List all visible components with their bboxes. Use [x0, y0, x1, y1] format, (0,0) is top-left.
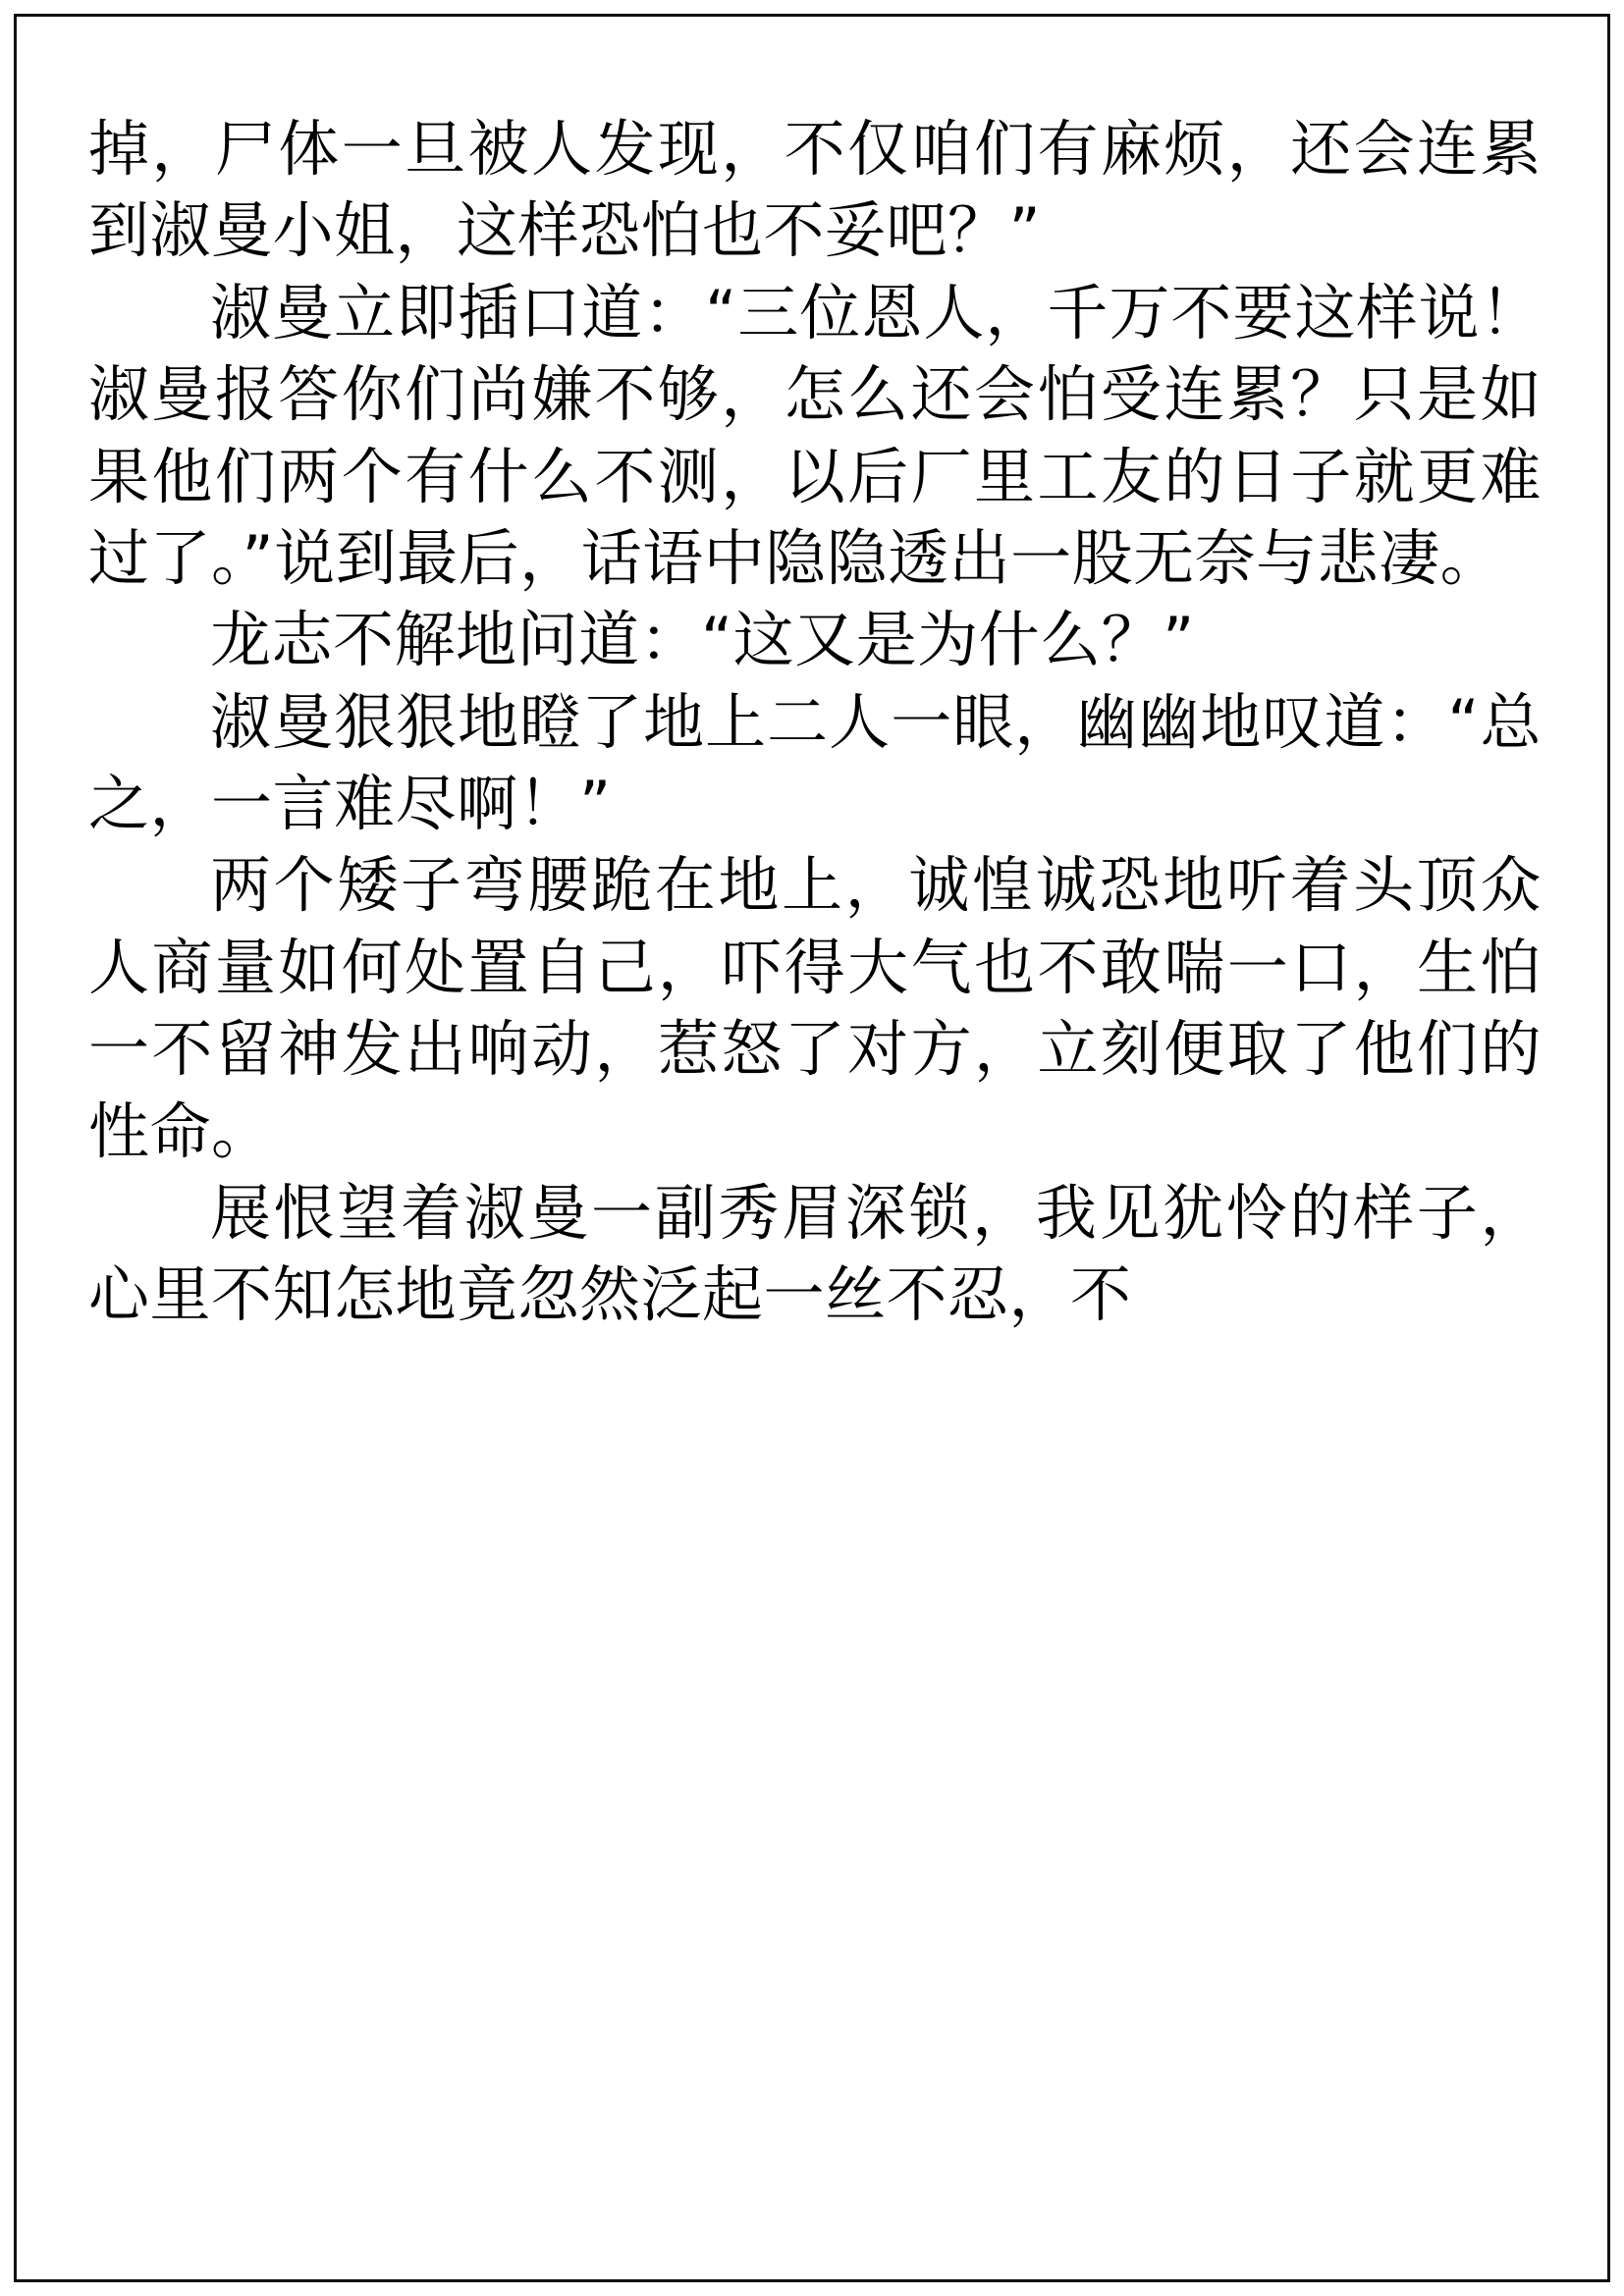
page-text-content [88, 108, 1542, 1336]
paragraph-2: 淑曼立即插口道：“三位恩人，千万不要这样说！淑曼报答你们尚嫌不够，怎么还会怕受连累？只是如果他们两个有什么不测，以后厂里工友的日子就更难过了。”说到最后，话语中隐隐透出一股无奈与悲凄。 [88, 276, 1542, 594]
paragraph-4: 淑曼狠狠地瞪了地上二人一眼，幽幽地叹道：“总之，一言难尽啊！” [88, 685, 1542, 839]
paragraph-3: 龙志不解地问道：“这又是为什么？” [210, 604, 1195, 676]
paragraph-6: 展恨望着淑曼一副秀眉深锁，我见犹怜的样子，心里不知怎地竟忽然泛起一丝不忍，不 [88, 1176, 1542, 1331]
paragraph-1: 掉，尸体一旦被人发现，不仅咱们有麻烦，还会连累到淑曼小姐，这样恐怕也不妥吧？” [88, 113, 1542, 267]
paragraph-5: 两个矮子弯腰跪在地上，诚惶诚恐地听着头顶众人商量如何处置自己，吓得大气也不敢喘一口，生怕一不留神发出响动，惹怒了对方，立刻便取了他们的性命。 [88, 849, 1542, 1167]
